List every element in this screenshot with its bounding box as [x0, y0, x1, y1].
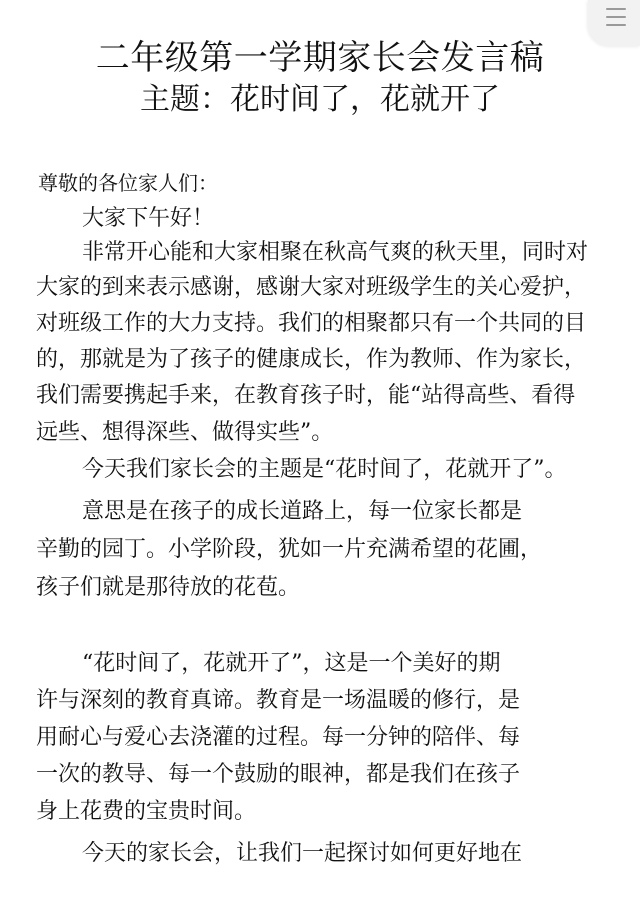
- paragraph-line: 对班级工作的大力支持。我们的相聚都只有一个共同的目: [36, 311, 587, 336]
- paragraph-line: 大家的到来表示感谢，感谢大家对班级学生的关心爱护，: [36, 275, 587, 300]
- paragraph-line: 一次的教导、每一个鼓励的眼神，都是我们在孩子: [36, 762, 521, 787]
- salutation: 尊敬的各位家人们：: [38, 171, 218, 195]
- paragraph-line: 我们需要携起手来，在教育孩子时，能“站得高些、看得: [36, 383, 576, 408]
- paragraph-line: 用耐心与爱心去浇灌的过程。每一分钟的陪伴、每: [36, 725, 521, 750]
- paragraph-line: 远些、想得深些、做得实些”。: [36, 420, 334, 445]
- paragraph-line: “花时间了，花就开了”，这是一个美好的期: [82, 651, 501, 676]
- document-subtitle: 主题：花时间了，花就开了: [140, 82, 500, 117]
- paragraph-line: 许与深刻的教育真谛。教育是一场温暖的修行，是: [36, 688, 521, 713]
- paragraph-line: 意思是在孩子的成长道路上，每一位家长都是: [82, 499, 523, 524]
- menu-icon: [606, 8, 626, 26]
- paragraph-line: 身上花费的宝贵时间。: [36, 799, 257, 824]
- paragraph-line: 的，那就是为了孩子的健康成长，作为教师、作为家长，: [36, 347, 587, 372]
- paragraph-line: 大家下午好！: [82, 206, 215, 231]
- paragraph-line: 孩子们就是那待放的花苞。: [36, 575, 301, 600]
- document-title: 二年级第一学期家长会发言稿: [95, 38, 545, 78]
- paragraph-line: 今天我们家长会的主题是“花时间了，花就开了”。: [82, 457, 567, 482]
- paragraph-line: 今天的家长会，让我们一起探讨如何更好地在: [82, 841, 523, 866]
- paragraph-line: 辛勤的园丁。小学阶段，犹如一片充满希望的花圃，: [36, 537, 543, 562]
- paragraph-line: 非常开心能和大家相聚在秋高气爽的秋天里，同时对: [82, 240, 589, 265]
